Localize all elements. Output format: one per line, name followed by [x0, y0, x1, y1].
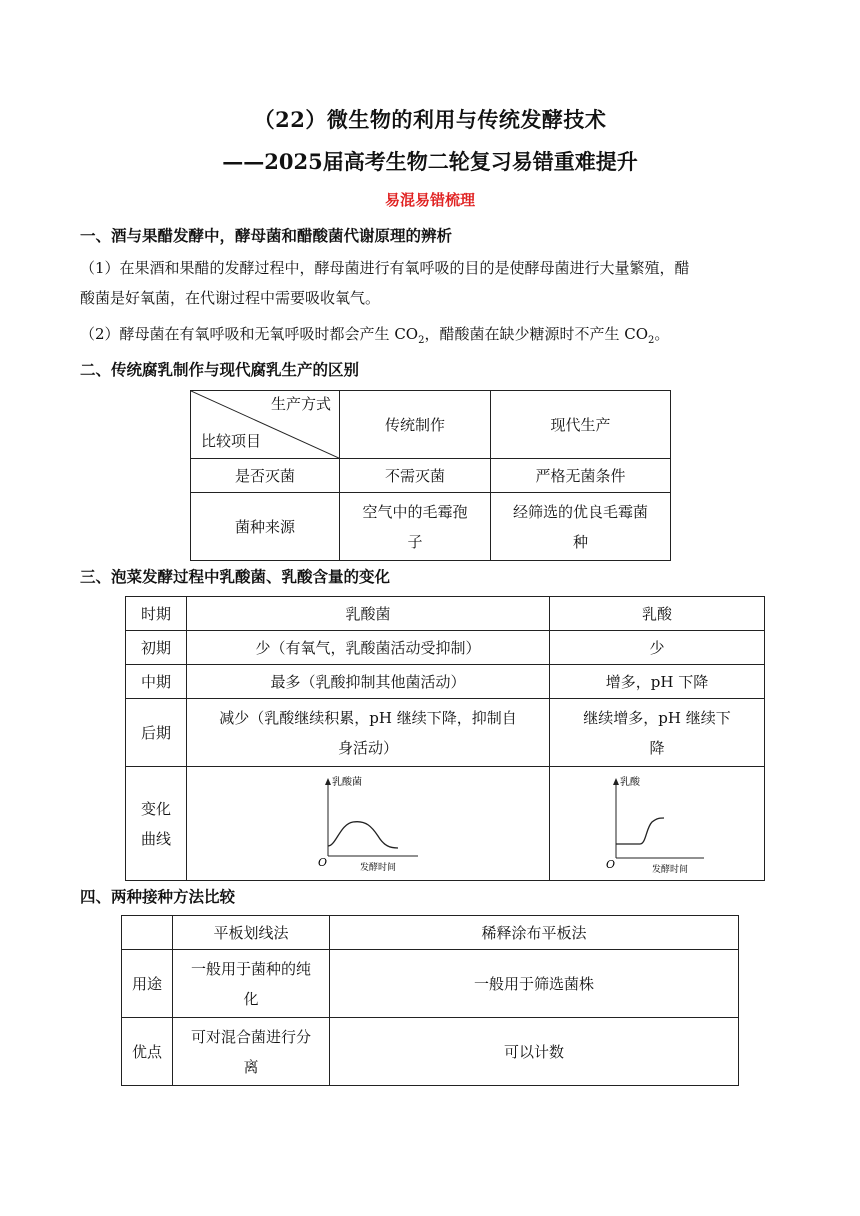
table-cell: 严格无菌条件 — [491, 459, 671, 493]
document-subtitle-line: ——2025届高考生物二轮复习易错重难提升 — [222, 149, 638, 174]
header-comparison-item: 比较项目 — [201, 432, 262, 450]
column-header: 稀释涂布平板法 — [330, 916, 739, 950]
row-label: 是否灭菌 — [191, 459, 340, 493]
section-heading-4: 四、两种接种方法比较 — [80, 887, 236, 906]
cell-line: 降 — [649, 738, 665, 757]
cell-line: 子 — [407, 532, 423, 551]
paragraph-2-text-a: （2）酵母菌在有氧呼吸和无氧呼吸时都会产生 CO — [80, 325, 419, 343]
cell-line: 离 — [243, 1057, 259, 1076]
cell-line: 化 — [243, 989, 259, 1008]
pickle-fermentation-table — [125, 596, 765, 881]
acid-curve-cell — [550, 767, 765, 881]
section-heading-3: 三、泡菜发酵过程中乳酸菌、乳酸含量的变化 — [80, 567, 391, 586]
origin-label: O — [318, 855, 328, 869]
document-title: （22）微生物的利用与传统发酵技术 — [253, 107, 607, 132]
row-label: 用途 — [122, 950, 173, 1018]
table-cell — [491, 493, 671, 561]
cell-line: 空气中的毛霉孢 — [362, 502, 468, 521]
column-header: 时期 — [126, 597, 187, 631]
x-axis-label: 发酵时间 — [652, 864, 689, 875]
y-axis-arrow — [613, 778, 619, 785]
column-header: 乳酸 — [550, 597, 765, 631]
paragraph-1-line-1: （1）在果酒和果醋的发酵过程中，酵母菌进行有氧呼吸的目的是使酵母菌进行大量繁殖，醋 — [80, 259, 690, 277]
y-axis-label: 乳酸 — [620, 776, 640, 788]
origin-label: O — [606, 857, 616, 871]
table-cell: 最多（乳酸抑制其他菌活动） — [187, 665, 550, 699]
cell-line: 曲线 — [140, 829, 171, 848]
table-cell: 少（有氧气，乳酸菌活动受抑制） — [187, 631, 550, 665]
column-header — [122, 916, 173, 950]
row-label: 菌种来源 — [191, 493, 340, 561]
row-label — [126, 767, 187, 881]
co2-subscript: 2 — [418, 335, 425, 346]
inoculation-method-table — [121, 915, 739, 1086]
cell-line: 种 — [572, 532, 588, 551]
y-axis-label: 乳酸菌 — [332, 776, 362, 788]
table-cell: 可以计数 — [330, 1018, 739, 1086]
cell-line: 一般用于菌种的纯 — [190, 959, 311, 978]
bacteria-curve — [328, 821, 398, 847]
table-cell — [340, 493, 491, 561]
cell-line: 身活动） — [337, 738, 398, 757]
diagonal-header-cell — [191, 391, 340, 459]
row-label: 初期 — [126, 631, 187, 665]
y-axis-arrow — [325, 778, 331, 785]
cell-line: 减少（乳酸继续积累，pH 继续下降，抑制自 — [219, 708, 517, 727]
row-label: 优点 — [122, 1018, 173, 1086]
table-cell: 一般用于筛选菌株 — [330, 950, 739, 1018]
table-cell: 增多，pH 下降 — [550, 665, 765, 699]
paragraph-1-line-2: 酸菌是好氧菌，在代谢过程中需要吸收氧气。 — [80, 289, 381, 307]
table-cell — [173, 1018, 330, 1086]
table-cell: 少 — [550, 631, 765, 665]
cell-line: 经筛选的优良毛霉菌 — [512, 502, 648, 521]
bacteria-curve-graph — [308, 772, 428, 876]
cell-line: 可对混合菌进行分 — [190, 1027, 311, 1046]
section-banner: 易混易错梳理 — [384, 191, 475, 209]
cell-line: 变化 — [140, 799, 171, 818]
paragraph-2-text-b: ，醋酸菌在缺少糖源时不产生 CO — [424, 325, 649, 343]
column-header: 平板划线法 — [173, 916, 330, 950]
section-heading-1: 一、酒与果醋发酵中，酵母菌和醋酸菌代谢原理的辨析 — [80, 226, 453, 245]
column-header: 乳酸菌 — [187, 597, 550, 631]
acid-curve-graph — [602, 772, 712, 876]
fermented-tofu-table — [190, 390, 671, 561]
column-header: 现代生产 — [491, 391, 671, 459]
table-cell — [173, 950, 330, 1018]
bacteria-curve-cell — [187, 767, 550, 881]
co2-subscript: 2 — [648, 335, 655, 346]
paragraph-2-text-c: 。 — [654, 325, 670, 343]
paragraph-2 — [80, 319, 785, 356]
table-cell — [550, 699, 765, 767]
section-heading-2: 二、传统腐乳制作与现代腐乳生产的区别 — [80, 360, 360, 379]
table-cell — [187, 699, 550, 767]
x-axis-label: 发酵时间 — [360, 862, 397, 873]
paragraph-1 — [80, 253, 785, 313]
acid-curve — [616, 818, 664, 844]
row-label: 后期 — [126, 699, 187, 767]
cell-line: 继续增多，pH 继续下 — [583, 708, 731, 727]
table-cell: 不需灭菌 — [340, 459, 491, 493]
header-production-method: 生产方式 — [270, 395, 331, 413]
column-header: 传统制作 — [340, 391, 491, 459]
row-label: 中期 — [126, 665, 187, 699]
